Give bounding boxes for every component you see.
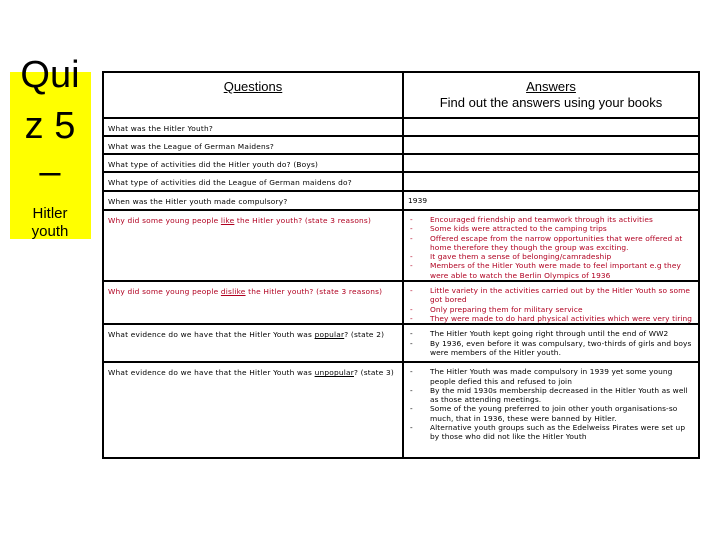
answer-bullet: - Encouraged friendship and teamwork through its activities — [408, 215, 694, 224]
question-text: What evidence do we have that the Hitler Youth was — [108, 368, 315, 378]
answer-bullet: - Little variety in the activities carried out by the Hitler Youth so some got bored — [408, 286, 694, 305]
answer-bullet: - The Hitler Youth kept going right through until the end of WW2 — [408, 329, 694, 338]
question-text-end: the Hitler youth? (state 3 reasons) — [245, 287, 383, 297]
answer-text: 1939 — [408, 196, 428, 205]
question-text: What type of activities did the League of German maidens do? — [108, 178, 352, 187]
questions-header — [103, 72, 403, 118]
question-emphasis: unpopular — [314, 368, 354, 378]
question-cell — [103, 136, 403, 154]
quiz-table — [102, 71, 700, 459]
question-cell — [103, 172, 403, 191]
slide-title-line-2: z 5 — [24, 105, 76, 147]
question-text-end: ? (state 3) — [353, 368, 394, 378]
slide-title-line-1: Qui — [20, 54, 80, 96]
answer-bullet: - By the mid 1930s membership decreased in the Hitler Youth as well as those attending meetings. — [408, 386, 694, 405]
question-emphasis: like — [220, 216, 235, 225]
question-text: Why did some young people — [108, 216, 221, 225]
slide-title-line-3: – — [39, 151, 61, 193]
answer-bullet-list — [408, 367, 694, 441]
answer-bullet-list — [408, 329, 694, 357]
answer-bullet: - They were made to do hard physical activities which were very tiring — [408, 314, 694, 323]
question-text: When was the Hitler youth made compulsory? — [108, 197, 288, 206]
answer-bullet: - The Hitler Youth was made compulsory in 1939 yet some young people defied this and refused to join — [408, 367, 694, 386]
question-text-end: ? (state 2) — [344, 330, 385, 340]
answer-cell[interactable] — [403, 324, 699, 362]
question-cell — [103, 362, 403, 458]
answer-bullet: - Members of the Hitler Youth were made to feel important e.g they were able to watch the Berlin Olympics of 1936 — [408, 261, 694, 280]
answer-cell[interactable] — [403, 191, 699, 210]
question-cell — [103, 118, 403, 136]
answer-cell[interactable] — [403, 154, 699, 172]
answer-bullet: - It gave them a sense of belonging/camradeship — [408, 252, 694, 261]
answer-bullet: - Some of the young preferred to join other youth organisations-so much, that in 1936, these were banned by Hitler. — [408, 404, 694, 423]
table-row — [103, 191, 699, 210]
table-row — [103, 281, 699, 324]
table-row — [103, 154, 699, 172]
answer-bullet-list — [408, 286, 694, 323]
answer-bullet: - Some kids were attracted to the camping trips — [408, 224, 694, 233]
questions-header-label: Questions — [223, 79, 283, 94]
table-row — [103, 362, 699, 458]
answer-cell[interactable] — [403, 362, 699, 458]
question-text: What type of activities did the Hitler youth do? (Boys) — [108, 160, 319, 169]
answer-bullet: - Offered escape from the narrow opportunities that were offered at home therefore they though the group was exciting. — [408, 234, 694, 253]
question-text: What was the League of German Maidens? — [108, 142, 275, 151]
answer-bullet: - Only preparing them for military service — [408, 305, 694, 314]
answers-header — [403, 72, 699, 118]
answer-bullet: - By 1936, even before it was compulsary, two-thirds of girls and boys were members of the Hitler youth. — [408, 339, 694, 358]
answers-header-label: Answers — [526, 79, 576, 94]
question-cell — [103, 191, 403, 210]
question-text: What evidence do we have that the Hitler Youth was — [108, 330, 315, 340]
table-row — [103, 172, 699, 191]
answer-cell[interactable] — [403, 136, 699, 154]
answer-cell[interactable] — [403, 172, 699, 191]
question-cell — [103, 281, 403, 324]
question-emphasis: dislike — [220, 287, 246, 297]
question-cell — [103, 154, 403, 172]
table-row — [103, 210, 699, 281]
answer-bullet: - Alternative youth groups such as the Edelweiss Pirates were set up by those who did not like the Hitler Youth — [408, 423, 694, 442]
answer-cell[interactable] — [403, 118, 699, 136]
answer-bullet-list — [408, 215, 694, 280]
slide-title-line-4: Hitler — [32, 205, 68, 222]
answer-cell[interactable] — [403, 210, 699, 281]
table-row — [103, 118, 699, 136]
question-emphasis: popular — [314, 330, 345, 340]
slide-title-line-5: youth — [31, 223, 69, 240]
table-row — [103, 136, 699, 154]
table-row — [103, 324, 699, 362]
answer-cell[interactable] — [403, 281, 699, 324]
question-text: Why did some young people — [108, 287, 221, 297]
question-text-end: the Hitler youth? (state 3 reasons) — [234, 216, 372, 225]
question-cell — [103, 210, 403, 281]
header-row — [103, 72, 699, 118]
question-cell — [103, 324, 403, 362]
answers-header-subtitle: Find out the answers using your books — [439, 95, 663, 110]
question-text: What was the Hitler Youth? — [108, 124, 213, 133]
